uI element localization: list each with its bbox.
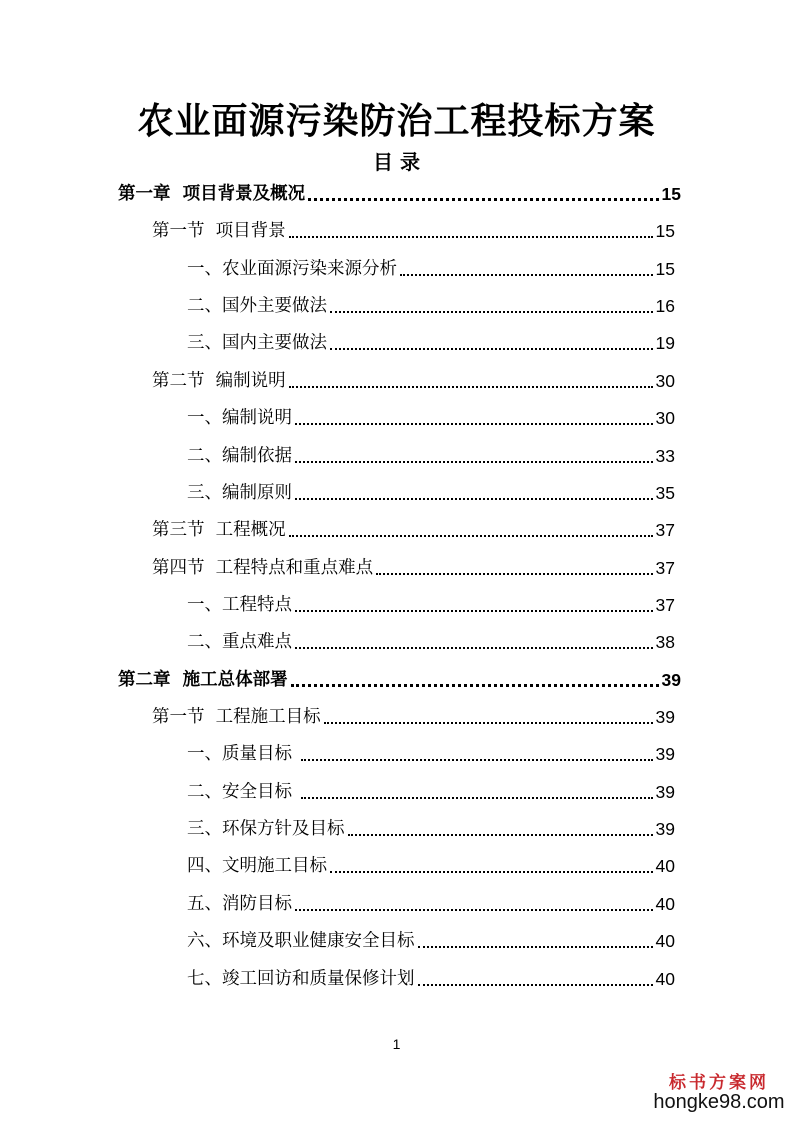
toc-item[interactable] [187, 779, 675, 805]
toc-entry-label: 四、文明施工目标 [187, 856, 327, 876]
toc-section-2-1[interactable] [152, 704, 675, 730]
toc-entry-label: 第二章 施工总体部署 [118, 670, 288, 690]
toc-entry-label: 第四节 工程特点和重点难点 [152, 558, 374, 578]
toc-item[interactable] [187, 966, 675, 992]
toc-chapter-2[interactable] [118, 667, 681, 693]
toc-entry-label: 一、农业面源污染来源分析 [187, 259, 397, 279]
toc-leader [295, 422, 653, 425]
toc-leader [418, 945, 653, 948]
toc-item[interactable] [187, 293, 675, 319]
toc-entry-label: 二、编制依据 [187, 446, 292, 466]
toc-leader [324, 721, 653, 724]
toc-entry-page: 40 [655, 856, 675, 876]
toc-entry-page: 39 [655, 819, 675, 839]
toc-chapter-1[interactable] [118, 181, 681, 207]
toc-leader [289, 235, 653, 238]
toc-entry-page: 30 [655, 371, 675, 391]
toc-leader [295, 497, 653, 500]
toc-leader [295, 646, 653, 649]
toc-item[interactable] [187, 928, 675, 954]
toc-leader [291, 683, 659, 687]
toc-leader [330, 870, 653, 873]
toc-entry-label: 第一章 项目背景及概况 [118, 184, 306, 204]
toc-entry-label: 一、质量目标 [187, 744, 298, 764]
toc-entry-page: 39 [655, 782, 675, 802]
toc-entry-page: 35 [655, 483, 675, 503]
page-number: 1 [392, 1036, 401, 1052]
toc-entry-label: 二、国外主要做法 [187, 296, 327, 316]
toc-entry-page: 15 [655, 259, 675, 279]
toc-entry-label: 三、国内主要做法 [187, 333, 327, 353]
toc-item[interactable] [187, 629, 675, 655]
toc-item[interactable] [187, 891, 675, 917]
toc-entry-page: 16 [655, 296, 675, 316]
toc-entry-page: 30 [655, 408, 675, 428]
toc-section-1-4[interactable] [152, 555, 675, 581]
watermark-url: hongke98.com [653, 1091, 785, 1113]
toc-item[interactable] [187, 816, 675, 842]
toc-item[interactable] [187, 256, 675, 282]
toc-entry-page: 40 [655, 931, 675, 951]
toc-entry-label: 三、编制原则 [187, 483, 292, 503]
toc-entry-page: 37 [655, 558, 675, 578]
toc-leader [295, 460, 653, 463]
watermark-text: 标书方案网 [669, 1073, 769, 1093]
toc-entry-page: 39 [655, 707, 675, 727]
toc-entry-page: 40 [655, 969, 675, 989]
toc-entry-label: 七、竣工回访和质量保修计划 [187, 969, 415, 989]
toc-entry-label: 第一节 项目背景 [152, 221, 286, 241]
toc-entry-label: 二、安全目标 [187, 782, 298, 802]
toc-item[interactable] [187, 443, 675, 469]
toc-entry-page: 40 [655, 894, 675, 914]
toc-entry-label: 六、环境及职业健康安全目标 [187, 931, 415, 951]
toc-entry-label: 五、消防目标 [187, 894, 292, 914]
toc-entry-page: 15 [661, 184, 681, 204]
toc-section-1-3[interactable] [152, 517, 675, 543]
document-title: 农业面源污染防治工程投标方案 [137, 101, 656, 142]
toc-entry-page: 38 [655, 632, 675, 652]
toc-entry-page: 39 [661, 670, 681, 690]
toc-entry-page: 19 [655, 333, 675, 353]
toc-leader [289, 385, 653, 388]
toc-leader [295, 908, 653, 911]
toc-leader [400, 273, 653, 276]
toc-leader [376, 572, 652, 575]
toc-entry-label: 第一节 工程施工目标 [152, 707, 321, 727]
toc-leader [348, 833, 653, 836]
toc-item[interactable] [187, 405, 675, 431]
toc-leader [289, 534, 653, 537]
toc-heading: 目 录 [373, 150, 420, 174]
toc-leader [330, 310, 653, 313]
toc-item[interactable] [187, 592, 675, 618]
toc-entry-page: 39 [655, 744, 675, 764]
toc-entry-page: 33 [655, 446, 675, 466]
toc-entry-label: 三、环保方针及目标 [187, 819, 345, 839]
toc-entry-page: 37 [655, 595, 675, 615]
toc-item[interactable] [187, 480, 675, 506]
toc-leader [301, 796, 653, 799]
toc-entry-label: 二、重点难点 [187, 632, 292, 652]
toc-entry-label: 一、工程特点 [187, 595, 292, 615]
toc-section-1-1[interactable] [152, 218, 675, 244]
toc-entry-page: 37 [655, 520, 675, 540]
toc-leader [330, 347, 653, 350]
toc-item[interactable] [187, 741, 675, 767]
toc-entry-label: 第三节 工程概况 [152, 520, 286, 540]
toc-entry-label: 第二节 编制说明 [152, 371, 286, 391]
toc-section-1-2[interactable] [152, 368, 675, 394]
toc-leader [295, 609, 653, 612]
toc-entry-label: 一、编制说明 [187, 408, 292, 428]
toc-leader [308, 197, 658, 201]
toc-leader [418, 983, 653, 986]
toc-leader [301, 758, 653, 761]
watermark [645, 1068, 793, 1114]
toc-item[interactable] [187, 330, 675, 356]
toc-entry-page: 15 [655, 221, 675, 241]
toc-item[interactable] [187, 853, 675, 879]
